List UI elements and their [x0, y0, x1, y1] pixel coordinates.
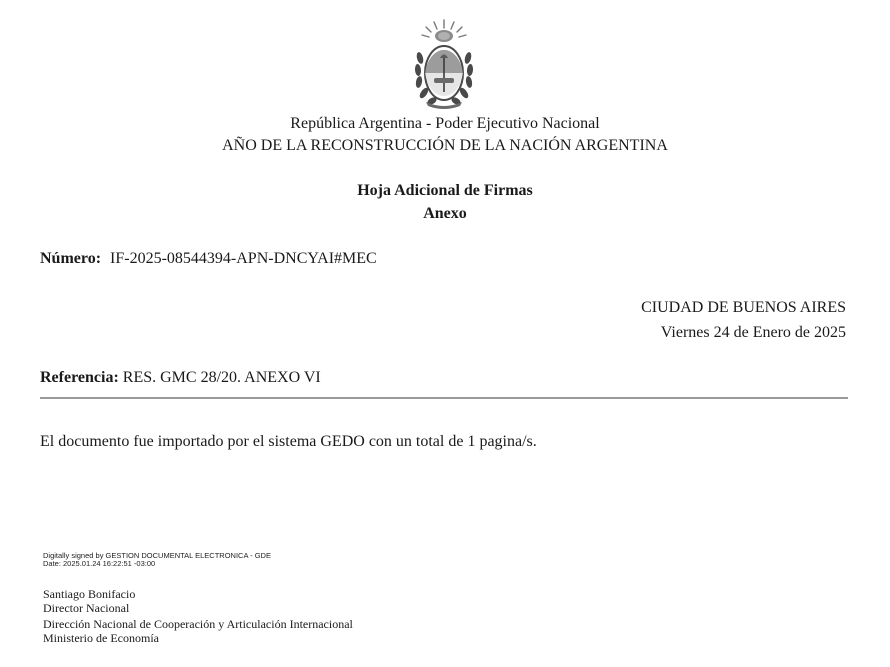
- document-number-label: Número:: [40, 250, 102, 267]
- signer-ministry: Ministerio de Economía: [43, 631, 159, 645]
- document-date: Viernes 24 de Enero de 2025: [660, 324, 846, 341]
- document-body: El documento fue importado por el sistema GEDO con un total de 1 pagina/s.: [40, 433, 537, 450]
- document-subtitle: Anexo: [423, 205, 467, 222]
- reference-row: [40, 368, 321, 388]
- signature-date: Date: 2025.01.24 16:22:51 -03:00: [43, 559, 156, 568]
- section-divider: [40, 397, 848, 399]
- document-number-row: [40, 249, 377, 269]
- reference-label: Referencia:: [40, 369, 119, 386]
- signer-name: Santiago Bonifacio: [43, 587, 136, 601]
- document-place: CIUDAD DE BUENOS AIRES: [641, 299, 846, 316]
- header-government: República Argentina - Poder Ejecutivo Nacional: [290, 115, 600, 132]
- header-year-motto: AÑO DE LA RECONSTRUCCIÓN DE LA NACIÓN ARGENTINA: [222, 137, 668, 154]
- document-title: Hoja Adicional de Firmas: [357, 182, 533, 199]
- document-number-value: IF-2025-08544394-APN-DNCYAI#MEC: [110, 250, 377, 267]
- signer-position: Director Nacional: [43, 601, 130, 615]
- signature-signed-by: Digitally signed by GESTION DOCUMENTAL ELECTRONICA - GDE: [43, 551, 271, 560]
- coat-of-arms-icon: [412, 18, 476, 110]
- reference-value: RES. GMC 28/20. ANEXO VI: [122, 369, 321, 386]
- signer-office: Dirección Nacional de Cooperación y Articulación Internacional: [43, 617, 353, 631]
